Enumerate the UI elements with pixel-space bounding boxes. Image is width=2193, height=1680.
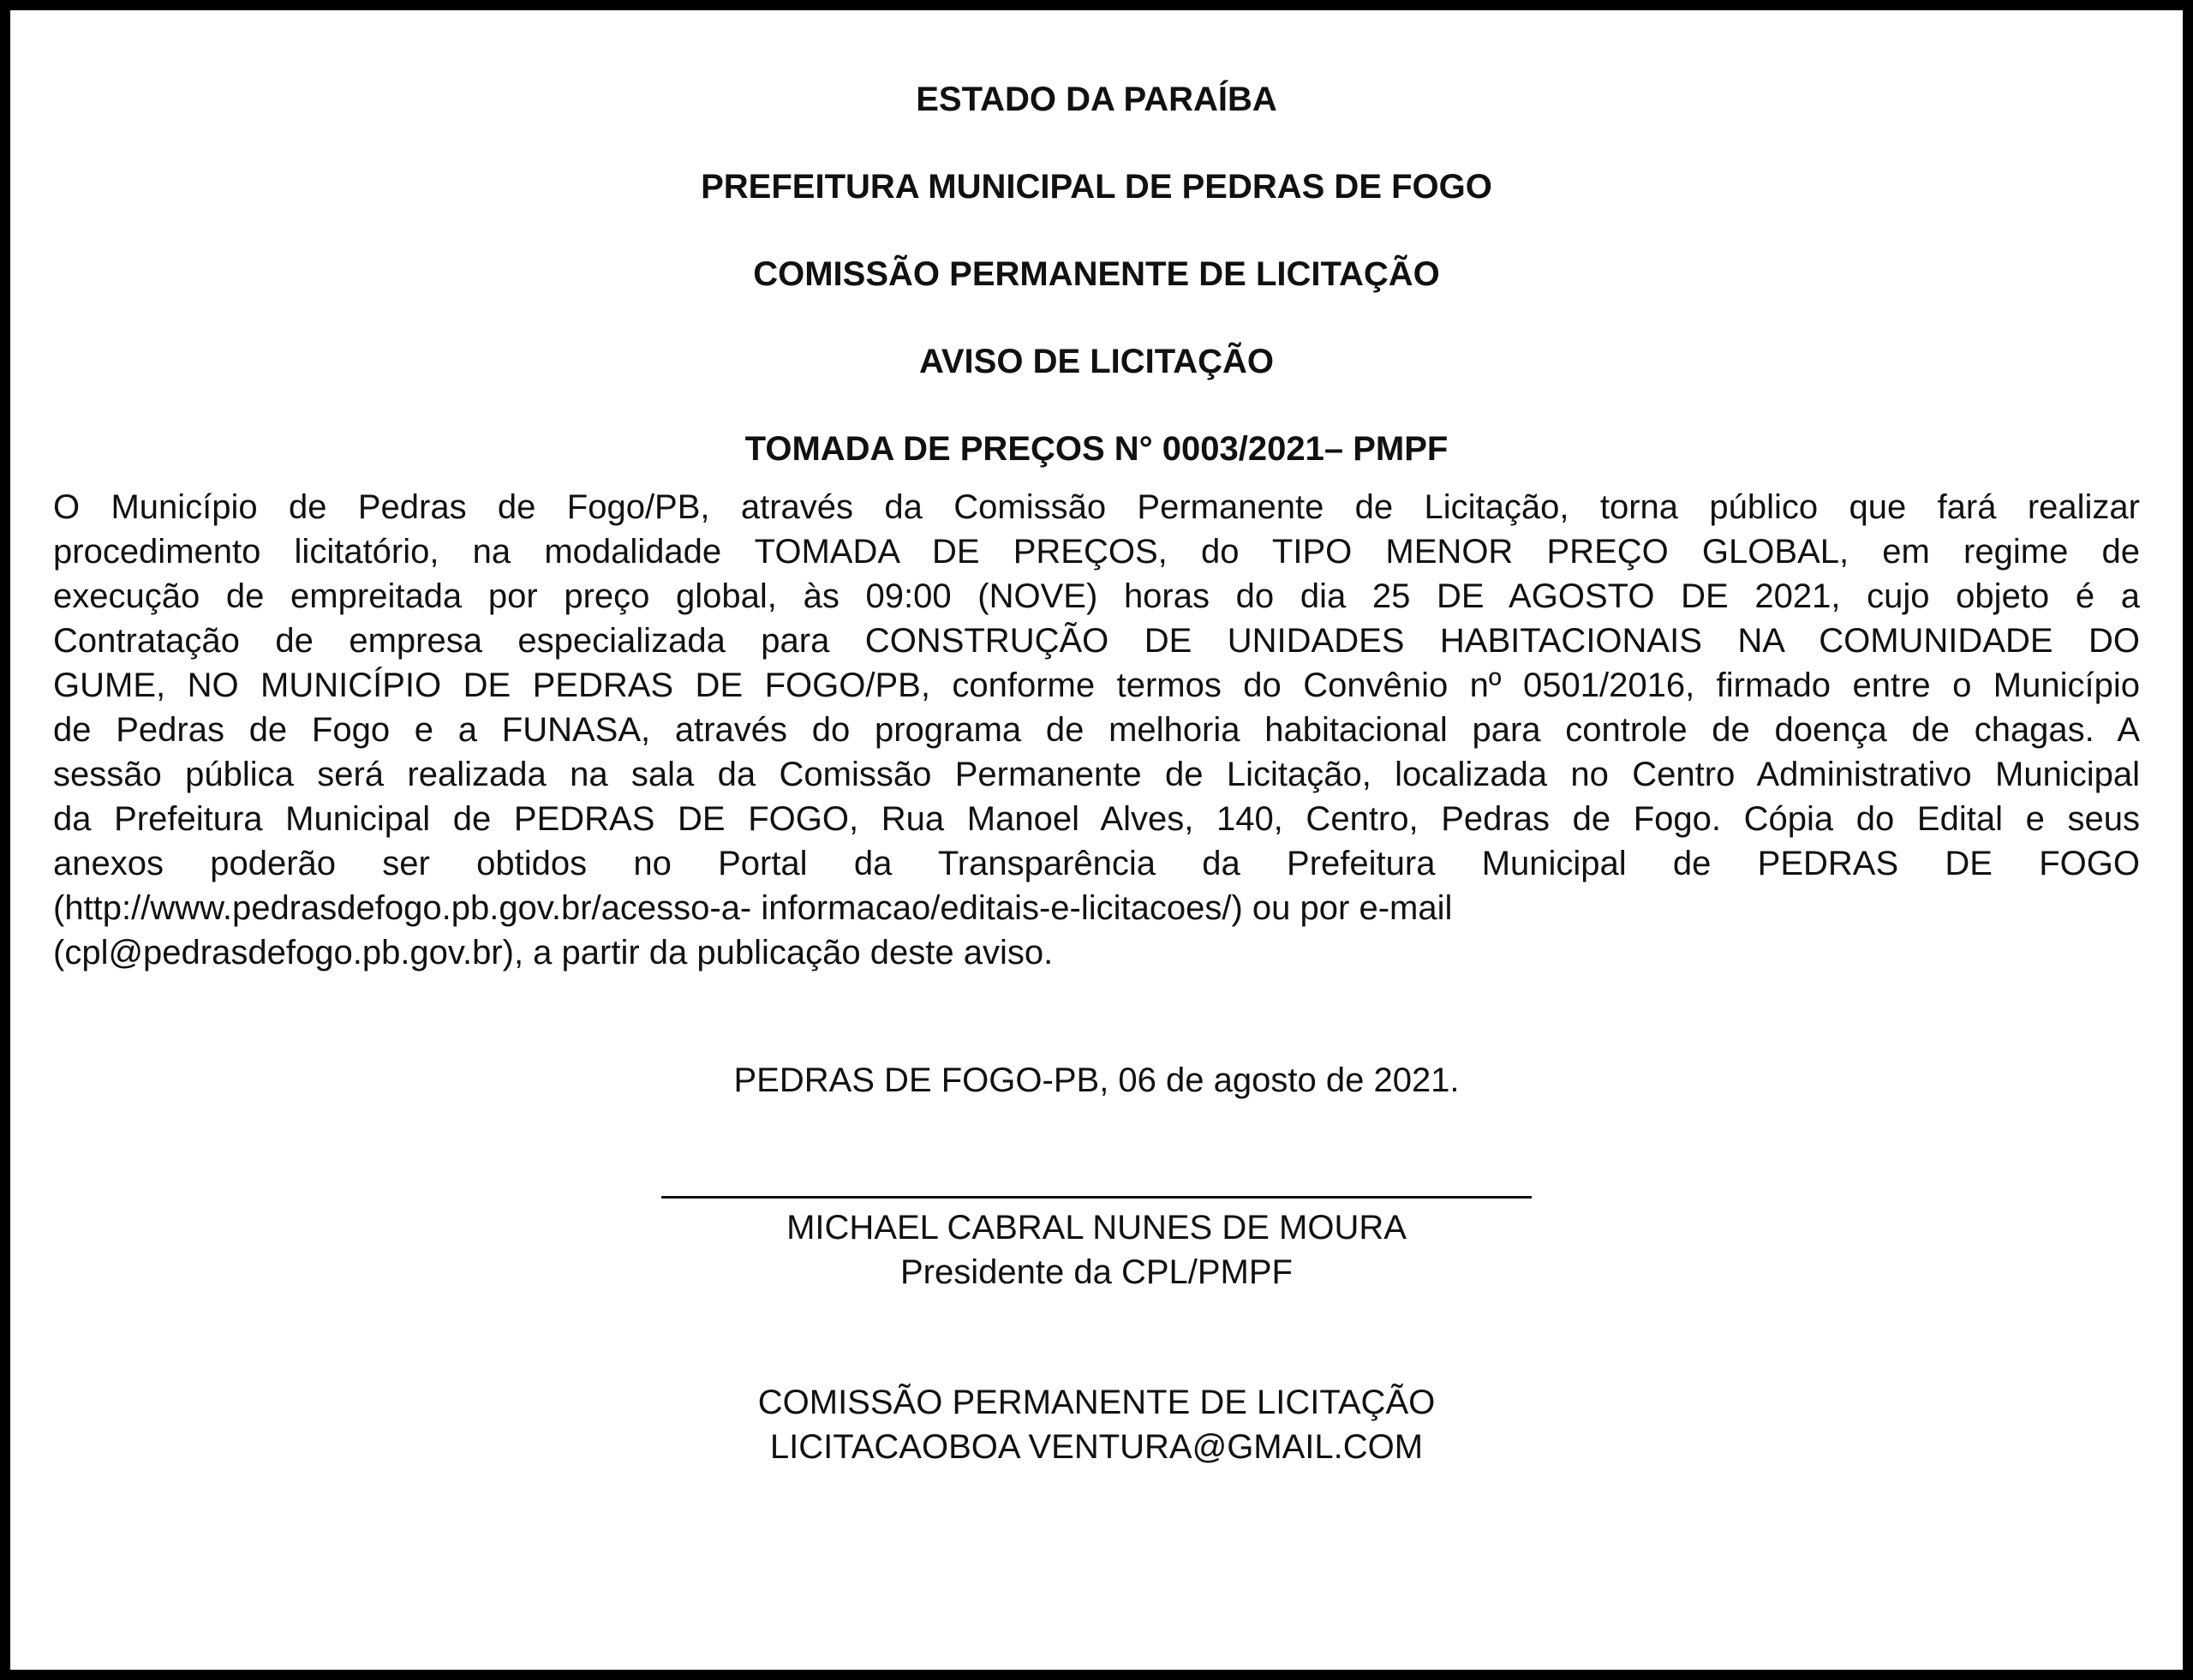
body-line: anexos poderão ser obtidos no Portal da Transparência da Prefeitura Municipal de PEDRAS DE FOGO [53, 845, 2140, 882]
body-line: Contratação de empresa especializada para CONSTRUÇÃO DE UNIDADES HABITACIONAIS NA COMUNIDADE DO [53, 622, 2140, 660]
footer-block [53, 1380, 2140, 1469]
prefecture-heading: PREFEITURA MUNICIPAL DE PEDRAS DE FOGO [701, 168, 1492, 206]
body-line: sessão pública será realizada na sala da Comissão Permanente de Licitação, localizada no Centro Administrativo Municipal [53, 756, 2140, 793]
process-heading: TOMADA DE PREÇOS N° 0003/2021– PMPF [744, 430, 1449, 468]
footer-commission: COMISSÃO PERMANENTE DE LICITAÇÃO [757, 1384, 1436, 1421]
signatory-name: MICHAEL CABRAL NUNES DE MOURA [786, 1209, 1407, 1247]
body-line: procedimento licitatório, na modalidade TOMADA DE PREÇOS, do TIPO MENOR PREÇO GLOBAL, em regime de [53, 533, 2140, 571]
signature-block [53, 1196, 2140, 1294]
body-line: O Município de Pedras de Fogo/PB, através da Comissão Permanente de Licitação, torna público que fará realizar [53, 488, 2140, 526]
body-line-url: (http://www.pedrasdefogo.pb.gov.br/acesso-a- informacao/editais-e-licitacoes/) ou por e-mail [53, 889, 1453, 927]
footer-email: LICITACAOBOA VENTURA@GMAIL.COM [769, 1428, 1424, 1466]
body-line: de Pedras de Fogo e a FUNASA, através do programa de melhoria habitacional para controle de doença de chagas. A [53, 711, 2140, 749]
signatory-title: Presidente da CPL/PMPF [900, 1253, 1293, 1291]
body-line-email: (cpl@pedrasdefogo.pb.gov.br), a partir da publicação deste aviso. [53, 934, 1054, 972]
notice-type-heading: AVISO DE LICITAÇÃO [918, 343, 1275, 380]
body-line: da Prefeitura Municipal de PEDRAS DE FOGO, Rua Manoel Alves, 140, Centro, Pedras de Fogo. Cópia do Edital e seus [53, 800, 2140, 838]
state-heading: ESTADO DA PARAÍBA [916, 81, 1277, 118]
document-content [53, 79, 2140, 1469]
body-line: GUME, NO MUNICÍPIO DE PEDRAS DE FOGO/PB, conforme termos do Convênio nº 0501/2016, firmado entre o Município [53, 667, 2140, 704]
signature-line [661, 1196, 1532, 1199]
notice-body [53, 485, 2140, 975]
body-line: execução de empreitada por preço global, às 09:00 (NOVE) horas do dia 25 DE AGOSTO DE 2021, cujo objeto é a [53, 577, 2140, 615]
commission-heading: COMISSÃO PERMANENTE DE LICITAÇÃO [753, 255, 1440, 293]
date-place: PEDRAS DE FOGO-PB, 06 de agosto de 2021. [733, 1061, 1460, 1099]
